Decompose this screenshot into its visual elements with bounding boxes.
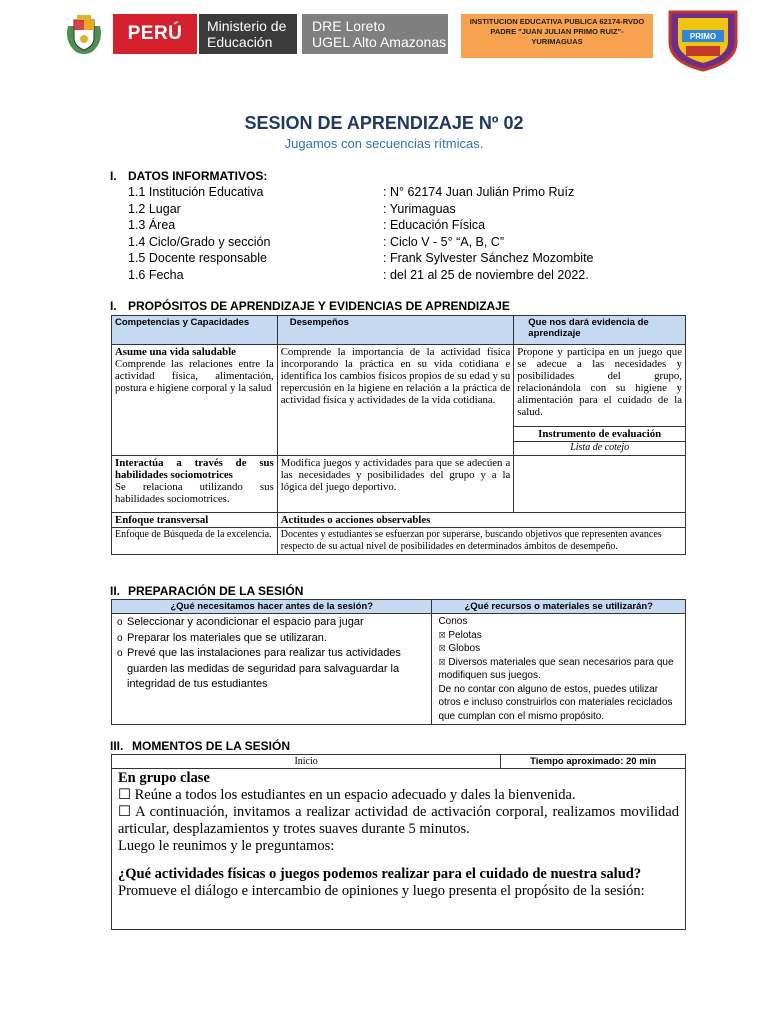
checkbox-icon: ☒ — [438, 630, 446, 640]
competencia-2-cell — [112, 456, 278, 513]
actitudes-label-cell: Actitudes o acciones observables — [277, 513, 685, 528]
task-item: o Seleccionar y acondicionar el espacio para jugar — [115, 615, 428, 631]
competencia-1-text: Comprende las relaciones entre la actividad física, alimentación, postura e higiene corporal y la salud — [115, 358, 274, 394]
competencia-1-cell — [112, 345, 278, 456]
materials-cell — [432, 614, 686, 725]
section-propositos-heading: I. PROPÓSITOS DE APRENDIZAJE Y EVIDENCIAS DE APRENDIZAJE — [110, 299, 510, 313]
material-item: ☒ Globos — [438, 643, 481, 654]
info-row: 1.4 Ciclo/Grado y sección : Ciclo V - 5° “A, B, C” — [128, 234, 504, 249]
page-subtitle: Jugamos con secuencias rítmicas. — [284, 136, 484, 151]
enfoque-label-cell: Enfoque transversal — [112, 513, 278, 528]
school-logo-text: PRIMO — [689, 32, 717, 41]
table-row — [112, 345, 686, 427]
preparacion-table — [111, 599, 686, 725]
header-desempenos: Desempeños — [277, 316, 514, 345]
material-item: Conos — [438, 616, 468, 627]
task-item: o Preparar los materiales que se utilizaran. — [115, 631, 428, 647]
section-datos-heading: I. DATOS INFORMATIVOS: — [110, 169, 268, 183]
phase-cell: Inicio — [112, 755, 501, 769]
institution-banner: INSTITUCION EDUCATIVA PUBLICA 62174-RVDO PADRE "JUAN JULIAN PRIMO RUIZ"-YURIMAGUAS — [461, 14, 653, 58]
dre-logo: DRE Loreto UGEL Alto Amazonas — [302, 14, 448, 54]
header-evidencia: Que nos dará evidencia de aprendizaje — [514, 316, 686, 345]
momentos-table — [111, 754, 686, 930]
evidencia-cell: Propone y participa en un juego que se adecue a las necesidades y posibilidades del grupo, relacionándola con su higiene y alimentación para el cuidado de la salud. — [514, 345, 686, 427]
propositos-table — [111, 315, 686, 555]
checkbox-icon: ☐ — [118, 804, 131, 820]
materials-note: De no contar con alguno de estos, puedes utilizar otros e incluso construirlos con materiales reciclados que cumplan con el mismo propósito. — [438, 683, 673, 722]
table-header-row — [112, 755, 686, 769]
peru-logo: PERÚ — [113, 14, 197, 54]
info-row: 1.5 Docente responsable : Frank Sylvester Sánchez Mozombite — [128, 251, 594, 265]
table-row — [112, 513, 686, 528]
header-antes: ¿Qué necesitamos hacer antes de la sesión? — [112, 600, 432, 614]
actitudes-cell: Docentes y estudiantes se esfuerzan por superarse, buscando objetivos que representen avances respecto de su actual nivel de posibilidades en determinados ámbitos de desempeño. — [277, 528, 685, 555]
table-header-row — [112, 600, 686, 614]
header-recursos: ¿Qué recursos o materiales se utilizarán? — [432, 600, 686, 614]
empty-cell — [514, 456, 686, 513]
info-row: 1.2 Lugar : Yurimaguas — [128, 201, 456, 216]
group-title: En grupo clase — [118, 770, 210, 786]
table-row — [112, 614, 686, 725]
header-competencias: Competencias y Capacidades — [112, 316, 278, 345]
section-momentos-heading: III. MOMENTOS DE LA SESIÓN — [110, 739, 291, 753]
table-row — [112, 528, 686, 555]
checkbox-icon: ☒ — [438, 644, 446, 653]
desempeno-2-cell: Modifica juegos y actividades para que se adecúen a las necesidades y posibilidades del grupo y a la lógica del juego deportivo. — [277, 456, 514, 513]
table-row — [112, 456, 686, 513]
ministry-logo: Ministerio de Educación — [199, 14, 297, 54]
section-preparacion-heading: II. PREPARACIÓN DE LA SESIÓN — [110, 584, 304, 598]
peru-coat-of-arms-icon — [62, 12, 106, 56]
table-row — [112, 769, 686, 930]
time-cell: Tiempo aproximado: 20 min — [501, 755, 686, 769]
material-item: ☒ Pelotas — [438, 629, 482, 641]
desempeno-1-cell: Comprende la importancia de la actividad física incorporando la práctica en su vida cotidiana e identifica los cambios físicos propios de su edad y su repercusión en la higiene en relación a la práctica de actividad física y actividades de la vida cotidiana. — [277, 345, 514, 456]
checkbox-icon: ☐ — [118, 787, 131, 803]
competencia-2-text: Se relaciona utilizando sus habilidades sociomotrices. — [115, 481, 274, 505]
instrumento-label: Instrumento de evaluación — [514, 427, 685, 442]
page-title: SESION DE APRENDIZAJE Nº 02 — [244, 113, 524, 133]
instrumento-cell — [514, 426, 686, 455]
checkbox-icon: ☒ — [438, 657, 446, 667]
info-row: 1.6 Fecha : del 21 al 25 de noviembre del 2022. — [128, 267, 589, 282]
paragraph: Promueve el diálogo e intercambio de opiniones y luego presenta el propósito de la sesión: — [118, 883, 645, 899]
school-shield-icon — [664, 8, 742, 72]
paragraph: ☐ Reúne a todos los estudiantes en un espacio adecuado y dales la bienvenida. — [118, 787, 576, 803]
enfoque-cell: Enfoque de Búsqueda de la excelencia. — [112, 528, 278, 555]
info-row: 1.3 Área : Educación Física — [128, 218, 486, 232]
task-item: o Prevé que las instalaciones para realizar tus actividades guarden las medidas de seguridad para salvaguardar la integridad de tus estudiantes — [115, 646, 428, 693]
competencia-1-title: Asume una vida saludable — [115, 346, 236, 358]
paragraph: Luego le reunimos y le preguntamos: — [118, 838, 335, 854]
paragraph: ☐ A continuación, invitamos a realizar actividad de activación corporal, realizamos movilidad articular, desplazamientos y trotes suaves durante 5 minutos. — [118, 804, 679, 837]
tasks-cell — [112, 614, 432, 725]
table-header-row — [112, 316, 686, 345]
momentos-content-cell — [112, 769, 686, 930]
instrumento-value: Lista de cotejo — [570, 441, 630, 453]
competencia-2-title: Interactúa a través de sus habilidades sociomotrices — [115, 457, 274, 481]
key-question: ¿Qué actividades físicas o juegos podemos realizar para el cuidado de nuestra salud? — [118, 866, 642, 882]
info-row: 1.1 Institución Educativa : N° 62174 Juan Julián Primo Ruíz — [128, 185, 575, 199]
material-item: ☒ Diversos materiales que sean necesarios para que modifiquen sus juegos. — [438, 656, 674, 681]
